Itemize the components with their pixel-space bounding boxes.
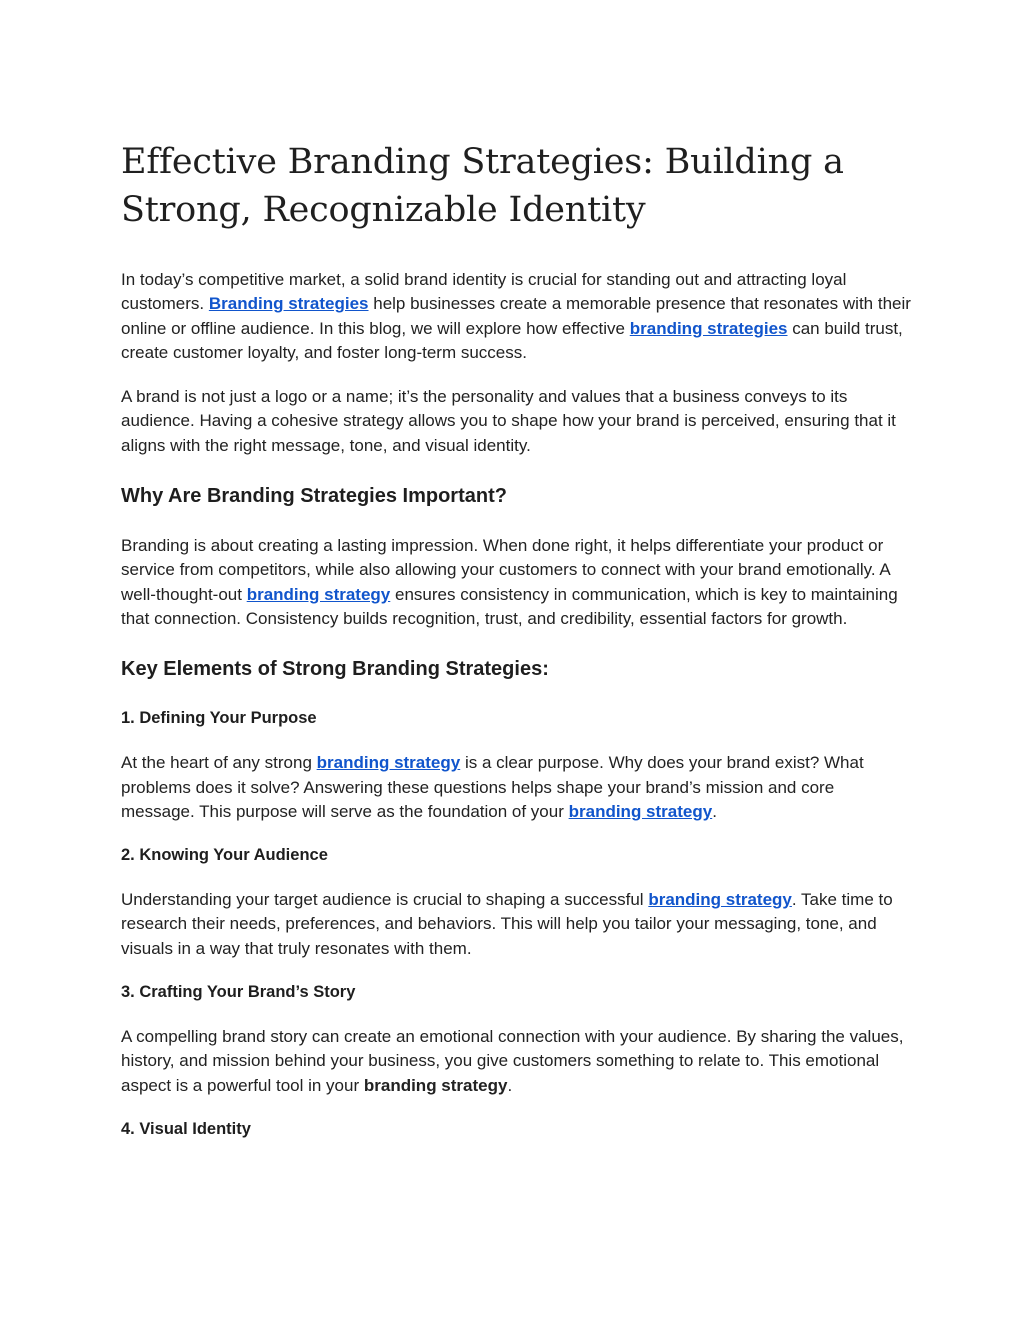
text-span: . Take time to research their needs, preferences, and behaviors. This will help you tailor your messaging, tone, and visuals in a way that truly resonates with them. — [121, 890, 893, 958]
document-page — [121, 138, 911, 1140]
story-paragraph — [121, 1025, 911, 1098]
branding-strategies-link[interactable]: branding strategies — [629, 318, 788, 338]
text-span: Understanding your target audience is crucial to shaping a successful — [121, 890, 649, 910]
spacer — [121, 458, 911, 484]
audience-paragraph — [121, 888, 911, 961]
spacer — [121, 824, 911, 844]
text-span: . — [712, 801, 717, 821]
branding-strategy-link[interactable]: branding strategy — [568, 801, 713, 821]
spacer — [121, 681, 911, 707]
text-span: At the heart of any strong — [121, 753, 317, 773]
subheading-knowing-audience: 2. Knowing Your Audience — [121, 846, 328, 865]
text-span: . — [507, 1075, 513, 1095]
text-span: In today’s competitive market, a solid brand identity is crucial for standing out and attracting loyal customers. — [121, 270, 847, 314]
spacer — [121, 961, 911, 981]
text-span: Branding is about creating a lasting impression. When done right, it helps differentiate your product or service from competitors, while also allowing your customers to connect with your brand emotionally. A well-thought-out — [121, 536, 890, 604]
branding-strategies-link[interactable]: Branding strategies — [208, 294, 369, 314]
subheading-visual-identity: 4. Visual Identity — [121, 1119, 251, 1138]
text-span: is a clear purpose. Why does your brand exist? What problems does it solve? Answering these questions helps shape your brand’s mission and core message. This purpose will serve as the foundation of your — [121, 753, 864, 821]
subheading-brand-story: 3. Crafting Your Brand’s Story — [121, 983, 356, 1002]
why-paragraph — [121, 534, 911, 631]
section-heading-key-elements: Key Elements of Strong Branding Strategies: — [121, 658, 549, 681]
spacer — [121, 508, 911, 534]
purpose-paragraph — [121, 751, 911, 824]
text-span: can build trust, create customer loyalty, and foster long-term success. — [121, 318, 903, 362]
text-span: A compelling brand story can create an emotional connection with your audience. By sharing the values, history, and mission behind your business, you give customers something to relate to. This emotional aspect is a powerful tool in your — [121, 1027, 904, 1095]
branding-strategy-link[interactable]: branding strategy — [246, 584, 391, 604]
branding-strategy-link[interactable]: branding strategy — [316, 753, 461, 773]
spacer — [121, 866, 911, 888]
intro-paragraph-1 — [121, 268, 911, 365]
spacer — [121, 729, 911, 751]
spacer — [121, 631, 911, 657]
subheading-defining-purpose: 1. Defining Your Purpose — [121, 709, 317, 728]
bold-text: branding strategy — [363, 1075, 508, 1095]
spacer — [121, 1098, 911, 1118]
spacer — [121, 365, 911, 385]
branding-strategy-link[interactable]: branding strategy — [648, 890, 792, 910]
intro-paragraph-2: A brand is not just a logo or a name; it’s the personality and values that a business conveys to its audience. Having a cohesive strategy allows you to shape how your brand is perceived, ensuring that it aligns with the right message, tone, and visual identity. — [121, 387, 896, 455]
page-title: Effective Branding Strategies: Building a Strong, Recognizable Identity — [121, 142, 844, 230]
section-heading-why: Why Are Branding Strategies Important? — [121, 485, 507, 508]
text-span: help businesses create a memorable presence that resonates with their online or offline audience. In this blog, we will explore how effective — [121, 294, 911, 338]
spacer — [121, 1003, 911, 1025]
text-span: ensures consistency in communication, which is key to maintaining that connection. Consistency builds recognition, trust, and credibility, essential factors for growth. — [121, 584, 898, 628]
